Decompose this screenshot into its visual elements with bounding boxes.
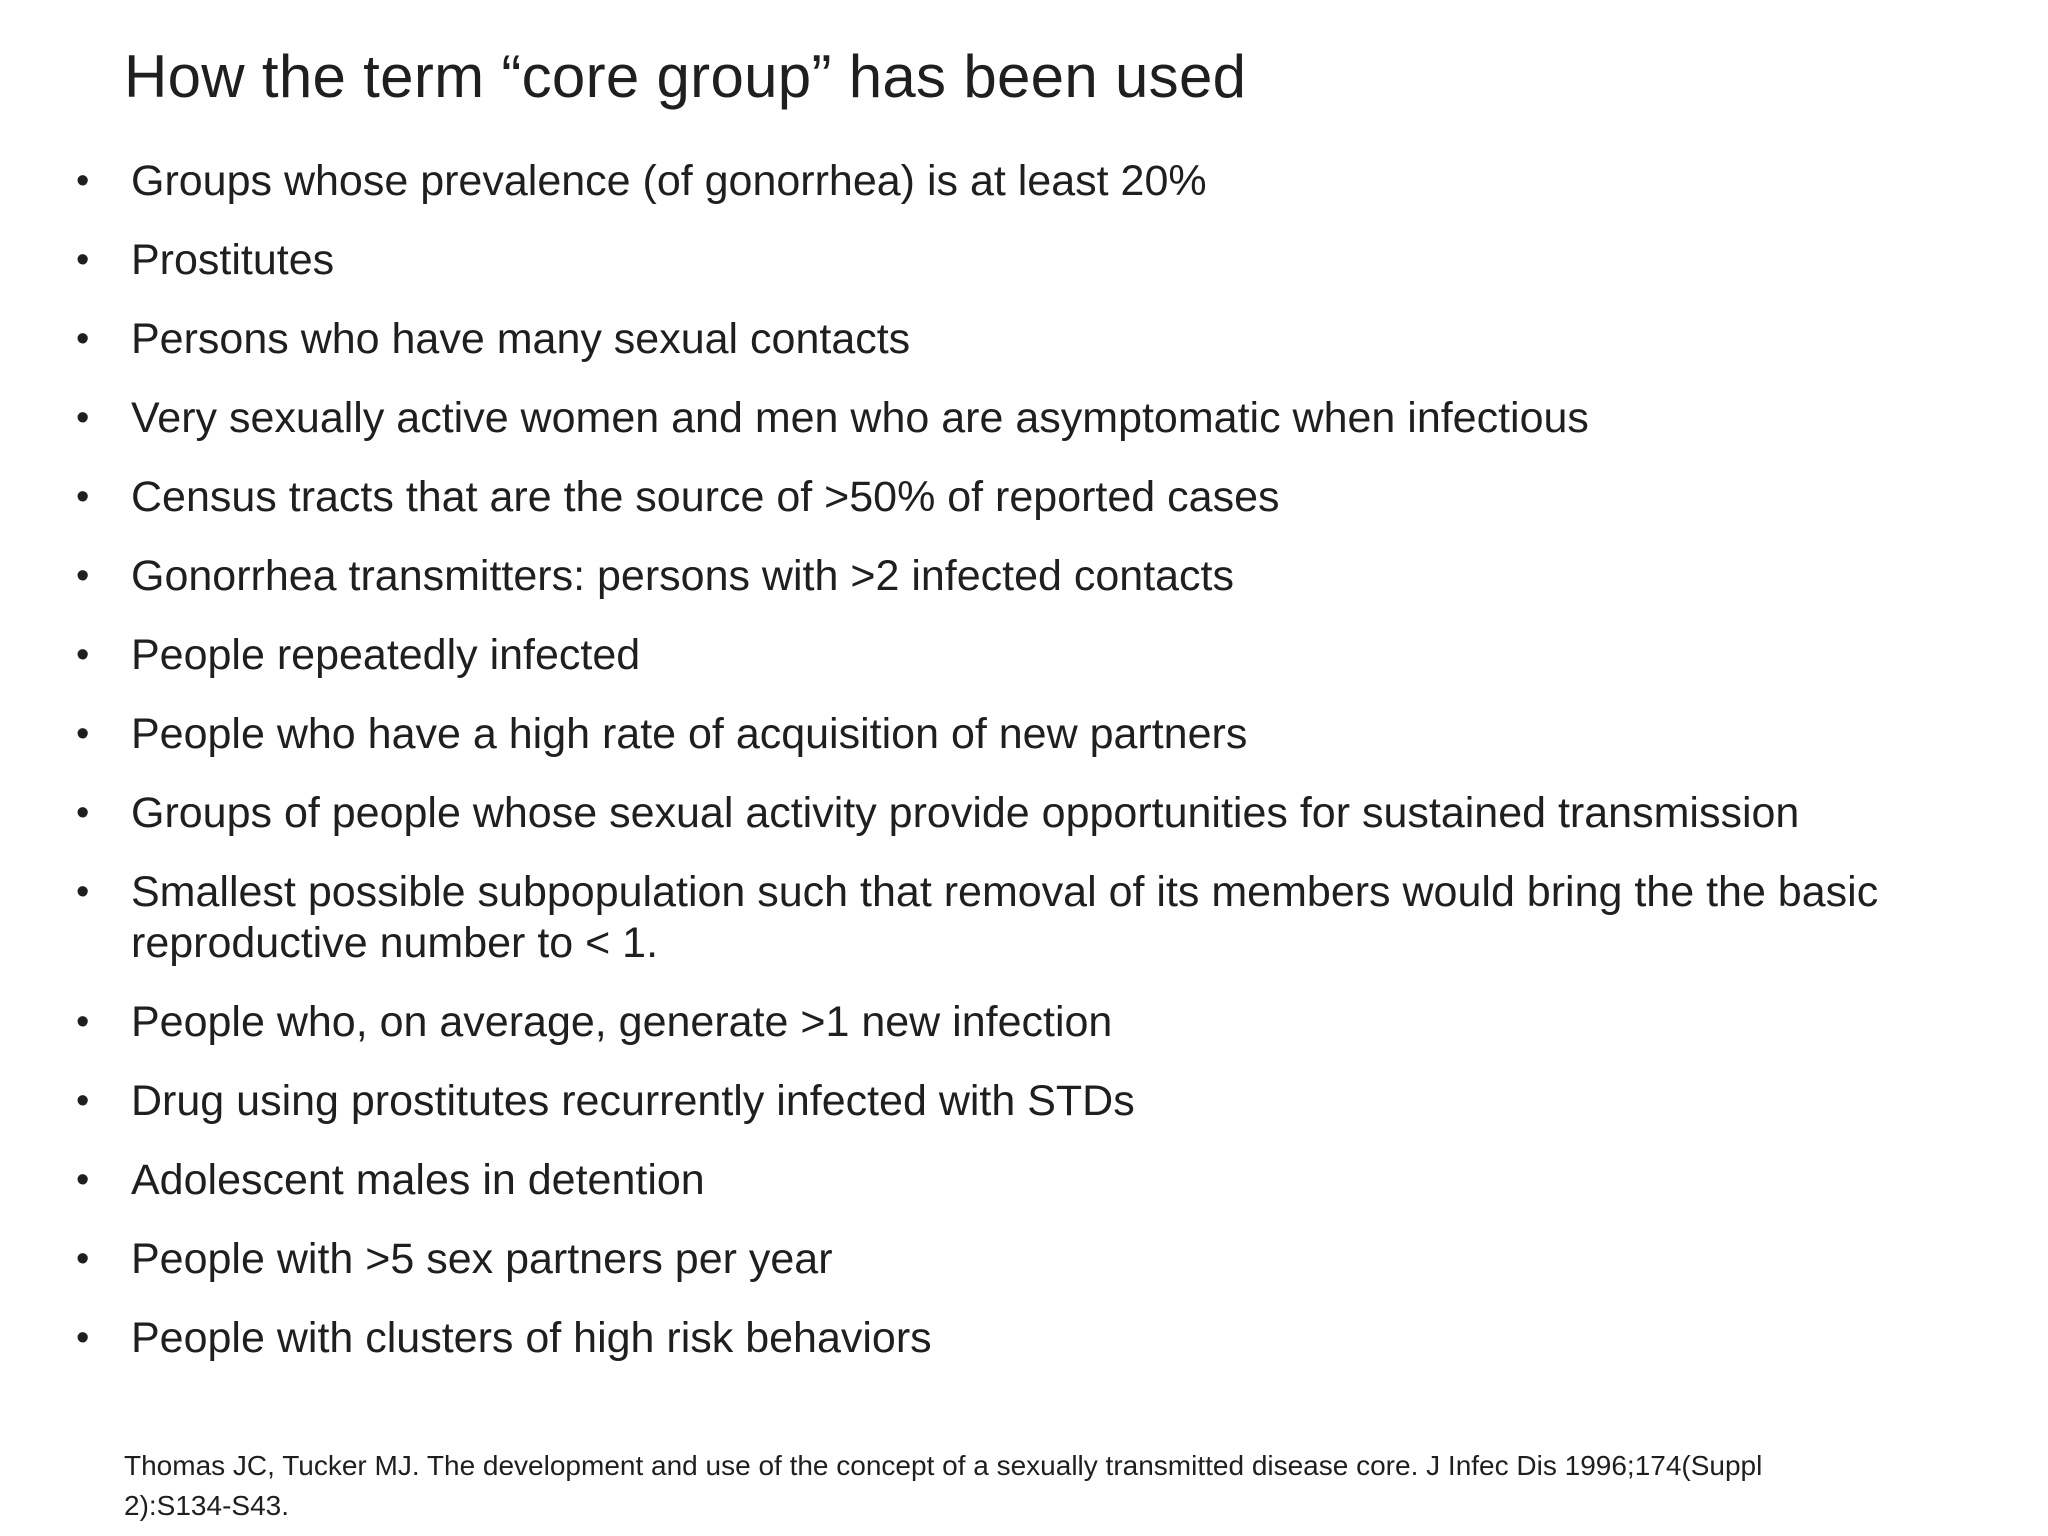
bullet-item: • Prostitutes xyxy=(0,235,2048,286)
bullet-item: • Groups whose prevalence (of gonorrhea) is at least 20% xyxy=(0,156,2048,207)
bullet-list xyxy=(0,156,2048,1392)
bullet-item: • Groups of people whose sexual activity provide opportunities for sustained transmission xyxy=(0,788,2048,839)
bullet-item: • Very sexually active women and men who are asymptomatic when infectious xyxy=(0,393,2048,444)
bullet-item: • People who, on average, generate >1 new infection xyxy=(0,997,2048,1048)
slide-title: How the term “core group” has been used xyxy=(124,43,1247,110)
bullet-item: • Drug using prostitutes recurrently infected with STDs xyxy=(0,1076,2048,1127)
bullet-item: • Smallest possible subpopulation such that removal of its members would bring the the basic reproductive number to < 1. xyxy=(0,867,2048,969)
bullet-item: • People with clusters of high risk behaviors xyxy=(0,1313,2048,1364)
bullet-item: • Persons who have many sexual contacts xyxy=(0,314,2048,365)
bullet-item: • People with >5 sex partners per year xyxy=(0,1234,2048,1285)
citation: Thomas JC, Tucker MJ. The development and use of the concept of a sexually transmitted disease core. J Infec Dis 1996;174(Suppl 2):S134-S43. xyxy=(124,1450,1763,1521)
bullet-item: • Census tracts that are the source of >50% of reported cases xyxy=(0,472,2048,523)
bullet-item: • People repeatedly infected xyxy=(0,630,2048,681)
bullet-item: • Adolescent males in detention xyxy=(0,1155,2048,1206)
bullet-item: • Gonorrhea transmitters: persons with >2 infected contacts xyxy=(0,551,2048,602)
bullet-item: • People who have a high rate of acquisition of new partners xyxy=(0,709,2048,760)
